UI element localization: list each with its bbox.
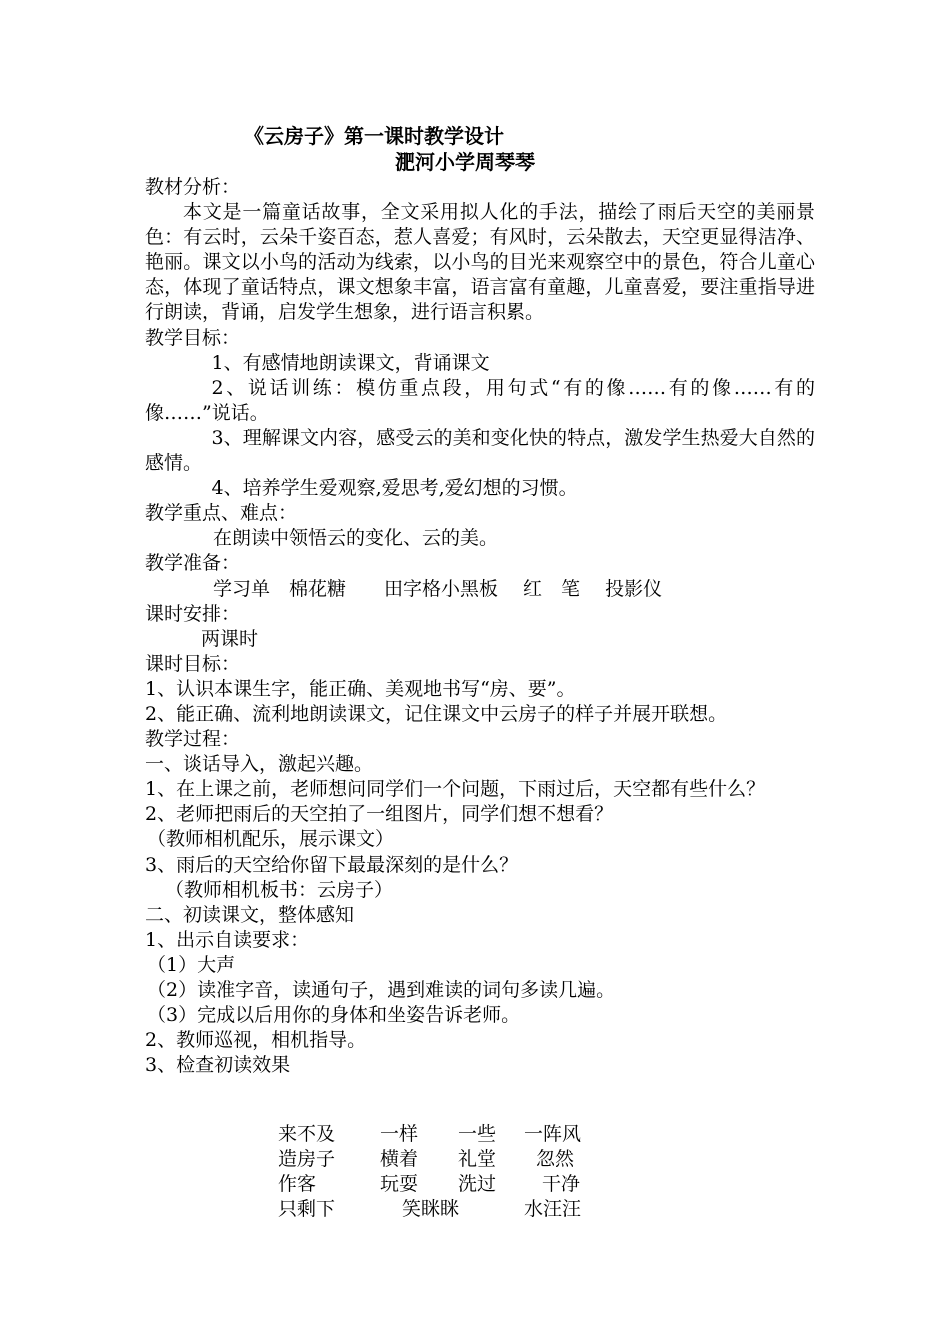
goal-item-4: 4、培养学生爱观察,爱思考,爱幻想的习惯。 [211,477,578,500]
material-paragraph: 本文是一篇童话故事，全文采用拟人化的手法，描绘了雨后天空的美丽景色：有云时，云朵千姿百态，惹人喜爱；有风时，云朵散去，天空更显得洁净、艳丽。课文以小鸟的活动为线索，以小鸟的目光来观察空中的景色，符合儿童心态，体现了童话特点，课文想象丰富，语言富有童趣，儿童喜爱，要注重指导进行朗读，背诵，启发学生想象，进行语言积累。 [145,201,815,324]
word-row [278,1147,638,1172]
word-item: 横着 [380,1148,419,1171]
goals-heading: 教学目标： [145,326,241,349]
step1-item-1: 1、在上课之前，老师想问同学们一个问题，下雨过后，天空都有些什么？ [145,778,766,801]
keypoints-heading: 教学重点、难点： [145,502,298,525]
word-row [278,1172,638,1197]
document-body [145,175,815,1078]
word-item: 一样 [380,1123,419,1145]
material-heading: 教材分析： [145,176,241,198]
requirement-1: （1）大声 [147,953,236,976]
word-item: 一阵风 [524,1123,582,1145]
word-item: 玩耍 [380,1173,419,1196]
word-row [278,1122,638,1147]
step1-item-3: 3、雨后的天空给你留下最最深刻的是什么？ [145,853,519,876]
prep-text: 学习单 棉花糖 田字格小黑板 红 笔 投影仪 [213,577,663,600]
word-item: 来不及 [278,1123,336,1145]
step1-heading: 一、谈话导入，激起兴趣。 [145,753,374,776]
goal-item-3: 3、理解课文内容，感受云的美和变化快的特点，激发学生热爱大自然的感情。 [145,426,815,475]
step1-note-2: （教师相机板书：云房子） [165,878,394,901]
requirement-2: （2）读准字音，读通句子，遇到难读的词句多读几遍。 [147,979,616,1001]
word-row [278,1197,638,1222]
step2-item-2: 2、教师巡视，相机指导。 [145,1029,367,1052]
word-item: 水汪汪 [524,1198,582,1221]
document-author: 淝河小学周琴琴 [395,150,535,174]
schedule-text: 两课时 [201,627,259,650]
word-item: 笑眯眯 [402,1198,460,1221]
document-title: 《云房子》第一课时教学设计 [244,124,504,148]
word-item: 洗过 [458,1173,497,1196]
word-item: 只剩下 [278,1198,336,1221]
word-item: 作客 [278,1173,317,1196]
word-item: 造房子 [278,1148,336,1171]
step2-item-1: 1、出示自读要求： [145,928,310,951]
word-list [278,1122,638,1222]
word-item: 一些 [458,1123,497,1145]
schedule-heading: 课时安排： [145,602,241,625]
step1-note-1: （教师相机配乐，展示课文） [147,828,395,851]
step1-item-2: 2、老师把雨后的天空拍了一组图片，同学们想不想看？ [145,803,614,826]
prep-heading: 教学准备： [145,552,241,575]
word-item: 忽然 [536,1148,575,1171]
step2-item-3: 3、检查初读效果 [145,1054,291,1077]
requirement-3: （3）完成以后用你的身体和坐姿告诉老师。 [147,1004,521,1027]
keypoints-text: 在朗读中领悟云的变化、云的美。 [213,527,499,550]
lesson-goals-heading: 课时目标： [145,652,241,675]
word-item: 干净 [542,1173,581,1196]
lesson-goal-1: 1、认识本课生字，能正确、美观地书写“房、要”。 [145,677,576,700]
goal-item-2: 2、说话训练：模仿重点段，用句式“有的像……有的像……有的像……”说话。 [145,376,815,424]
word-item: 礼堂 [458,1148,497,1171]
goal-item-1: 1、有感情地朗读课文，背诵课文 [211,351,490,374]
process-heading: 教学过程： [145,728,241,751]
step2-heading: 二、初读课文，整体感知 [145,903,355,926]
lesson-goal-2: 2、能正确、流利地朗读课文，记住课文中云房子的样子并展开联想。 [145,702,728,725]
